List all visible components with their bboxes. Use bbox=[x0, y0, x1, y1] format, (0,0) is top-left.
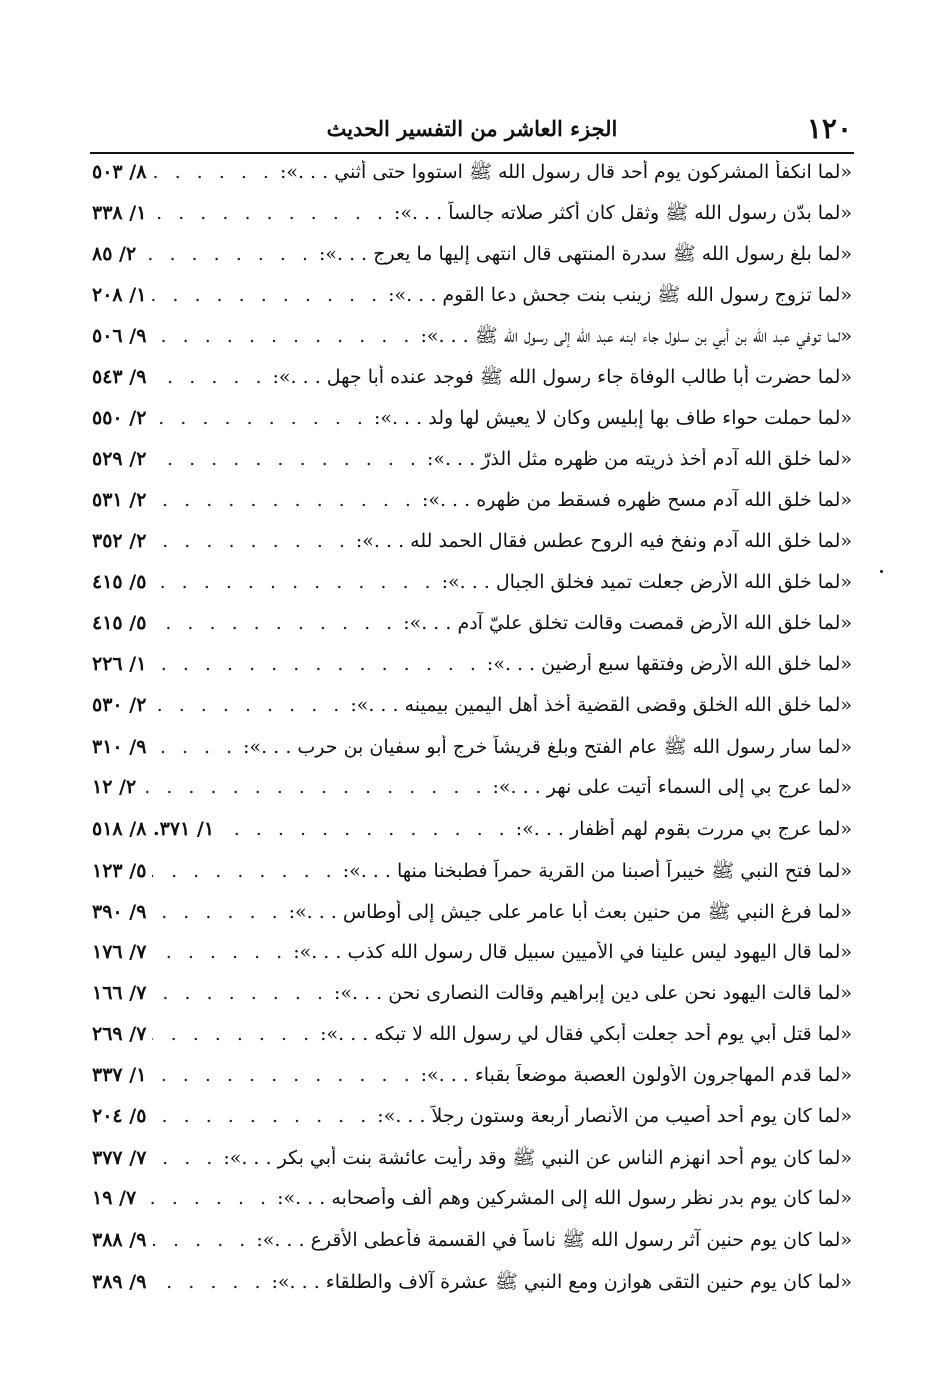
entry-text: «لما انكفأ المشركون يوم أحد قال رسول الله ﷺ استووا حتى أثني . . .»: bbox=[279, 161, 852, 183]
dot-leader bbox=[152, 901, 282, 923]
index-entry bbox=[92, 283, 852, 324]
entry-reference: ٧/ ٢٦٩ bbox=[92, 1022, 147, 1045]
dot-leader bbox=[152, 1105, 371, 1127]
dot-leader bbox=[152, 571, 435, 593]
entry-text: «لما فرغ النبي ﷺ من حنين بعث أبا عامر على جيش إلى أوطاس . . .»: bbox=[288, 900, 852, 923]
entry-reference: ١/ ٢٠٨ bbox=[92, 284, 147, 307]
index-entry bbox=[92, 1270, 852, 1311]
entry-text: «لما عرج بي مررت بقوم لهم أظفار . . .»: bbox=[515, 817, 852, 840]
entry-text: «لما كان يوم أحد انهزم الناس عن النبي ﷺ وقد رأيت عائشة بنت أبي بكر . . .»: bbox=[223, 1147, 852, 1170]
entry-text: «لما قال اليهود ليس علينا في الأميين سبيل قال رسول الله كذب . . .»: bbox=[293, 940, 852, 963]
index-entry bbox=[92, 900, 852, 941]
dot-leader bbox=[220, 818, 510, 840]
page-number: ١٢٠ bbox=[806, 112, 852, 145]
index-entry bbox=[92, 612, 852, 653]
entry-reference: ٩/ ٥٤٣ bbox=[92, 366, 147, 389]
entry-reference: ٢/ ٨٥ bbox=[92, 243, 137, 266]
running-title: الجزء العاشر من التفسير الحديث bbox=[326, 116, 618, 141]
entry-text: «لما كان يوم بدر نظر رسول الله إلى المشركين وهم ألف وأصحابه . . .»: bbox=[277, 1187, 852, 1210]
entry-reference: ٢/ ١٢ bbox=[92, 776, 137, 799]
entry-reference: ١/ ٣٧١. ٨/ ٥١٨ bbox=[92, 817, 215, 840]
page-header bbox=[92, 108, 852, 152]
dot-leader bbox=[152, 161, 274, 183]
dot-leader bbox=[152, 1271, 265, 1293]
entry-text: «لما قالت اليهود نحن على دين إبراهيم وقالت النصارى نحن . . .»: bbox=[333, 981, 852, 1004]
dot-leader bbox=[152, 1147, 217, 1169]
dot-leader bbox=[152, 202, 388, 224]
entry-reference: ٩/ ٣٩٠ bbox=[92, 900, 147, 923]
dot-leader bbox=[152, 1064, 414, 1086]
index-entry bbox=[92, 941, 852, 982]
entry-reference: ٢/ ٥٣١ bbox=[92, 488, 147, 511]
entry-text: «لما خلق الله آدم ونفخ فيه الروح عطس فقال الحمد لله . . .»: bbox=[355, 529, 852, 552]
index-entry bbox=[92, 694, 852, 735]
index-entry bbox=[92, 242, 852, 283]
hadith-index-list bbox=[92, 160, 852, 1311]
entry-reference: ٧/ ١٩ bbox=[92, 1187, 137, 1210]
dot-leader bbox=[152, 1023, 314, 1045]
entry-text: «لما قتل أبي يوم أحد جعلت أبكي فقال لي رسول الله لا تبكه . . .»: bbox=[320, 1022, 852, 1045]
entry-text: «لما قدم المهاجرون الأولون العصبة موضعاً بقباء . . .»: bbox=[420, 1064, 852, 1087]
entry-reference: ١/ ٣٣٨ bbox=[92, 202, 147, 225]
index-entry bbox=[92, 324, 852, 365]
index-entry bbox=[92, 1146, 852, 1187]
dot-leader bbox=[152, 325, 414, 347]
entry-reference: ٥/ ١٢٣ bbox=[92, 859, 147, 882]
dot-leader bbox=[142, 243, 313, 265]
entry-reference: ٨/ ٥٠٣ bbox=[92, 161, 147, 183]
entry-reference: ١/ ٢٢٦ bbox=[92, 653, 147, 676]
entry-text: «لما توفي عبد الله بن أبي بن سلول جاء ابنه عبد الله إلى رسول الله ﷺ . . .»: bbox=[420, 325, 852, 348]
index-entry bbox=[92, 653, 852, 694]
entry-reference: ٢/ ٥٢٩ bbox=[92, 447, 147, 470]
entry-text: «لما بلغ رسول الله ﷺ سدرة المنتهى قال انتهى إليها ما يعرج . . .»: bbox=[318, 243, 852, 266]
dot-leader bbox=[152, 612, 397, 634]
entry-text: «لما كان يوم حنين التقى هوازن ومع النبي ﷺ عشرة آلاف والطلقاء . . .»: bbox=[271, 1270, 852, 1293]
dot-leader bbox=[152, 366, 266, 388]
entry-reference: ٧/ ١٧٦ bbox=[92, 940, 147, 963]
entry-text: «لما كان يوم أحد أصيب من الأنصار أربعة وستون رجلاً . . .»: bbox=[377, 1105, 852, 1128]
entry-text: «لما حضرت أبا طالب الوفاة جاء رسول الله ﷺ فوجد عنده أبا جهل . . .»: bbox=[272, 366, 852, 389]
index-entry bbox=[92, 365, 852, 406]
entry-text: «لما بدّن رسول الله ﷺ وثقل كان أكثر صلاته جالساً . . .»: bbox=[393, 202, 852, 225]
entry-text: «لما خلق الله الخلق وقضى القضية أخذ أهل اليمين بيمينه . . .»: bbox=[350, 694, 852, 717]
entry-text: «لما خلق الله آدم أخذ ذريته من ظهره مثل الذرّ . . .»: bbox=[426, 447, 852, 470]
entry-reference: ٥/ ٤١٥ bbox=[92, 570, 147, 593]
entry-reference: ١/ ٣٣٧ bbox=[92, 1064, 147, 1087]
entry-reference: ٢/ ٥٥٠ bbox=[92, 406, 147, 429]
dot-leader bbox=[152, 407, 368, 429]
entry-text: «لما خلق الله الأرض وفتقها سبع أرضين . . .»: bbox=[486, 653, 852, 676]
index-entry bbox=[92, 1228, 852, 1269]
index-entry bbox=[92, 1105, 852, 1146]
index-entry bbox=[92, 571, 852, 612]
dot-leader bbox=[152, 736, 237, 758]
dot-leader bbox=[152, 653, 481, 675]
dot-leader bbox=[142, 776, 486, 798]
dot-leader bbox=[152, 941, 287, 963]
entry-reference: ٩/ ٣١٠ bbox=[92, 736, 147, 759]
entry-reference: ٩/ ٥٠٦ bbox=[92, 325, 147, 348]
index-entry bbox=[92, 201, 852, 242]
entry-text: «لما خلق الله الأرض جعلت تميد فخلق الجبال . . .»: bbox=[441, 570, 852, 593]
index-entry bbox=[92, 1064, 852, 1105]
entry-text: «لما فتح النبي ﷺ خيبراً أصبنا من القرية حمراً فطبخنا منها . . .»: bbox=[342, 859, 852, 882]
entry-text: «لما حملت حواء طاف بها إبليس وكان لا يعيش لها ولد . . .»: bbox=[373, 406, 852, 429]
entry-reference: ٧/ ١٦٦ bbox=[92, 981, 147, 1004]
entry-text: «لما خلق الله الأرض قمصت وقالت تخلق عليّ آدم . . .»: bbox=[403, 612, 852, 635]
index-entry bbox=[92, 1023, 852, 1064]
entry-reference: ٩/ ٣٨٩ bbox=[92, 1270, 147, 1293]
index-entry bbox=[92, 982, 852, 1023]
entry-text: «لما عرج بي إلى السماء أتيت على نهر . . .»: bbox=[492, 776, 852, 799]
index-entry bbox=[92, 818, 852, 859]
entry-reference: ٩/ ٣٨٨ bbox=[92, 1229, 147, 1252]
dot-leader bbox=[152, 489, 416, 511]
entry-reference: ٥/ ٢٠٤ bbox=[92, 1105, 147, 1128]
index-entry bbox=[92, 530, 852, 571]
dot-leader bbox=[152, 284, 382, 306]
header-rule bbox=[90, 152, 854, 154]
dot-leader bbox=[142, 1187, 271, 1209]
entry-reference: ٥/ ٤١٥ bbox=[92, 612, 147, 635]
dot-leader bbox=[152, 448, 421, 470]
entry-reference: ٢/ ٣٥٢ bbox=[92, 529, 147, 552]
index-entry bbox=[92, 735, 852, 776]
index-entry bbox=[92, 1187, 852, 1228]
entry-reference: ٧/ ٣٧٧ bbox=[92, 1147, 147, 1170]
index-entry bbox=[92, 859, 852, 900]
dot-leader bbox=[152, 860, 336, 882]
entry-reference: ٢/ ٥٣٠ bbox=[92, 694, 147, 717]
index-entry bbox=[92, 160, 852, 201]
dot-leader bbox=[152, 530, 349, 552]
index-entry bbox=[92, 407, 852, 448]
dot-leader bbox=[152, 1229, 250, 1251]
dot-leader bbox=[152, 694, 344, 716]
dot-leader bbox=[152, 982, 328, 1004]
entry-text: «لما تزوج رسول الله ﷺ زينب بنت جحش دعا القوم . . .»: bbox=[388, 284, 852, 307]
index-entry bbox=[92, 489, 852, 530]
entry-text: «لما سار رسول الله ﷺ عام الفتح وبلغ قريشاً خرج أبو سفيان بن حرب . . .»: bbox=[243, 736, 852, 759]
entry-text: «لما خلق الله آدم مسح ظهره فسقط من ظهره . . .»: bbox=[421, 488, 852, 511]
index-entry bbox=[92, 448, 852, 489]
margin-speck bbox=[880, 570, 883, 573]
index-entry bbox=[92, 776, 852, 817]
entry-text: «لما كان يوم حنين آثر رسول الله ﷺ ناساً في القسمة فأعطى الأقرع . . .»: bbox=[256, 1229, 852, 1252]
